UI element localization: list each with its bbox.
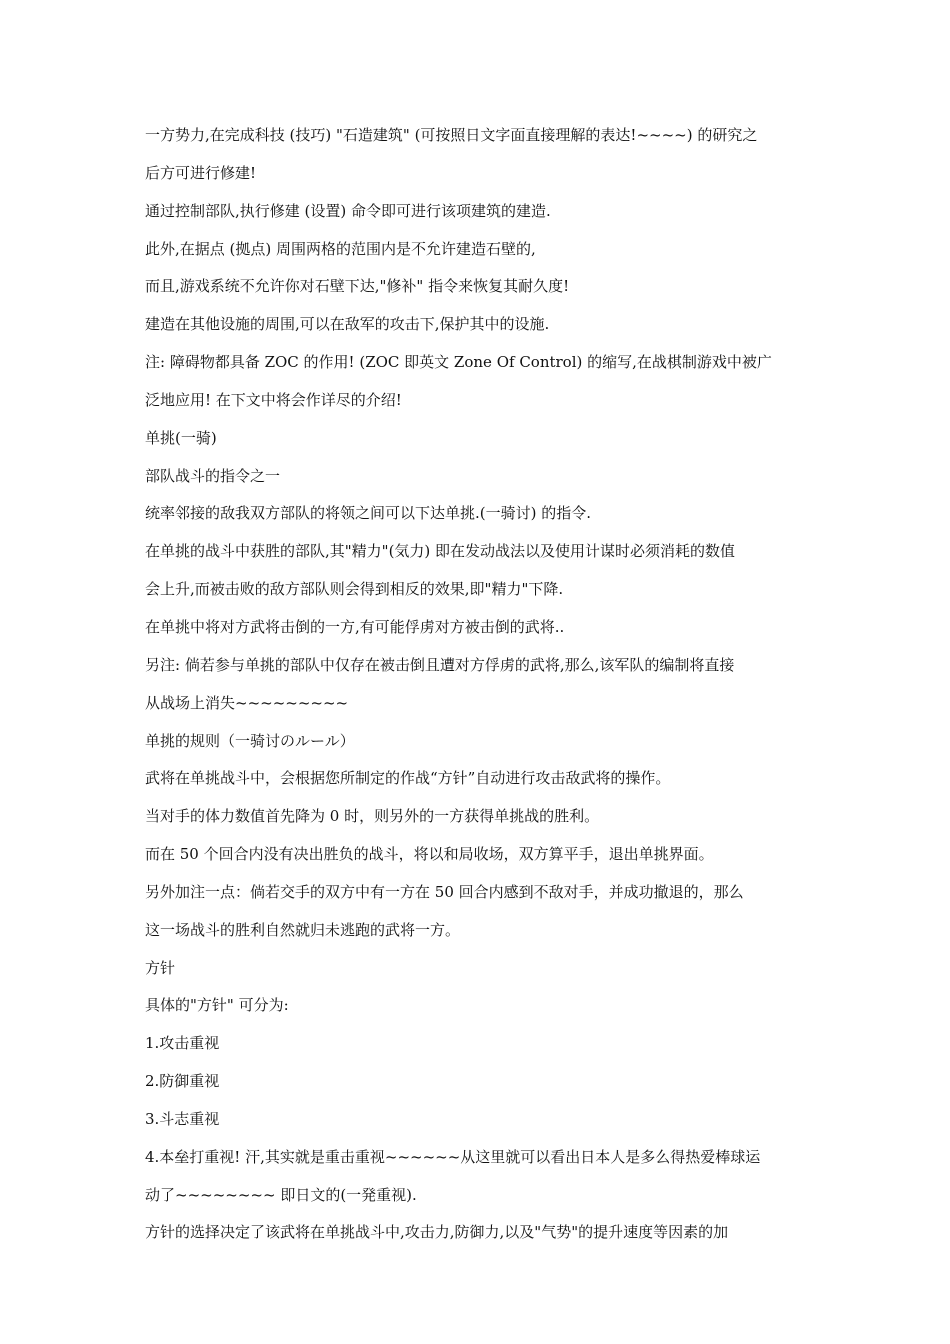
text-line: 在单挑的战斗中获胜的部队,其"精力"(気力) 即在发动战法以及使用计谋时必须消耗的数值: [145, 542, 736, 561]
section-heading: 单挑的规则（一骑讨のルール）: [145, 731, 355, 750]
text-line: 一方势力,在完成科技 (技巧) "石造建筑" (可按照日文字面直接理解的表达!~~~~) 的研究之: [145, 126, 758, 144]
text-line: 而在 50 个回合内没有决出胜负的战斗，将以和局收场，双方算平手，退出单挑界面。: [145, 845, 714, 864]
text-line: 当对手的体力数值首先降为 0 时，则另外的一方获得单挑战的胜利。: [145, 807, 600, 826]
section-heading: 方针: [145, 958, 176, 977]
text-line: 部队战斗的指令之一: [145, 466, 281, 485]
text-line: 这一场战斗的胜利自然就归未逃跑的武将一方。: [145, 920, 461, 939]
text-line: 统率邻接的敌我双方部队的将领之间可以下达单挑.(一骑讨) 的指令.: [145, 504, 592, 523]
text-line: 动了~~~~~~~~ 即日文的(一発重视).: [145, 1185, 417, 1204]
text-line: 在单挑中将对方武将击倒的一方,有可能俘虏对方被击倒的武将..: [145, 617, 565, 636]
text-line: 通过控制部队,执行修建 (设置) 命令即可进行该项建筑的建造.: [145, 201, 551, 220]
text-line: 泛地应用! 在下文中将会作详尽的介绍!: [145, 390, 402, 409]
text-line: 而且,游戏系统不允许你对石壁下达,"修补" 指令来恢复其耐久度!: [145, 277, 570, 296]
list-item: 2.防御重视: [145, 1072, 220, 1091]
text-line: 从战场上消失~~~~~~~~~: [145, 693, 349, 712]
text-line: 另外加注一点：倘若交手的双方中有一方在 50 回合内感到不敌对手，并成功撤退的，那么: [145, 882, 744, 901]
list-item: 4.本垒打重视! 汗,其实就是重击重视~~~~~~从这里就可以看出日本人是多么得热爱棒球运: [145, 1147, 761, 1166]
text-line: 注: 障碍物都具备 ZOC 的作用! (ZOC 即英文 Zone Of Control) 的缩写,在战棋制游戏中被广: [145, 353, 772, 372]
list-item: 1.攻击重视: [145, 1034, 220, 1053]
text-line: 武将在单挑战斗中，会根据您所制定的作战“方针”自动进行攻击敌武将的操作。: [145, 769, 671, 788]
document-body: [145, 120, 815, 1255]
text-line: 此外,在据点 (拠点) 周围两格的范围内是不允许建造石壁的,: [145, 239, 536, 258]
section-heading: 单挑(一骑): [145, 428, 217, 447]
text-line: 另注: 倘若参与单挑的部队中仅存在被击倒且遭对方俘虏的武将,那么,该军队的编制将直接: [145, 655, 735, 674]
text-line: 方针的选择决定了该武将在单挑战斗中,攻击力,防御力,以及"气势"的提升速度等因素的加: [145, 1223, 729, 1242]
list-item: 3.斗志重视: [145, 1109, 220, 1128]
text-line: 会上升,而被击败的敌方部队则会得到相反的效果,即"精力"下降.: [145, 580, 564, 599]
text-line: 后方可进行修建!: [145, 163, 257, 182]
text-line: 具体的"方针" 可分为:: [145, 996, 289, 1015]
text-line: 建造在其他设施的周围,可以在敌军的攻击下,保护其中的设施.: [145, 315, 550, 334]
